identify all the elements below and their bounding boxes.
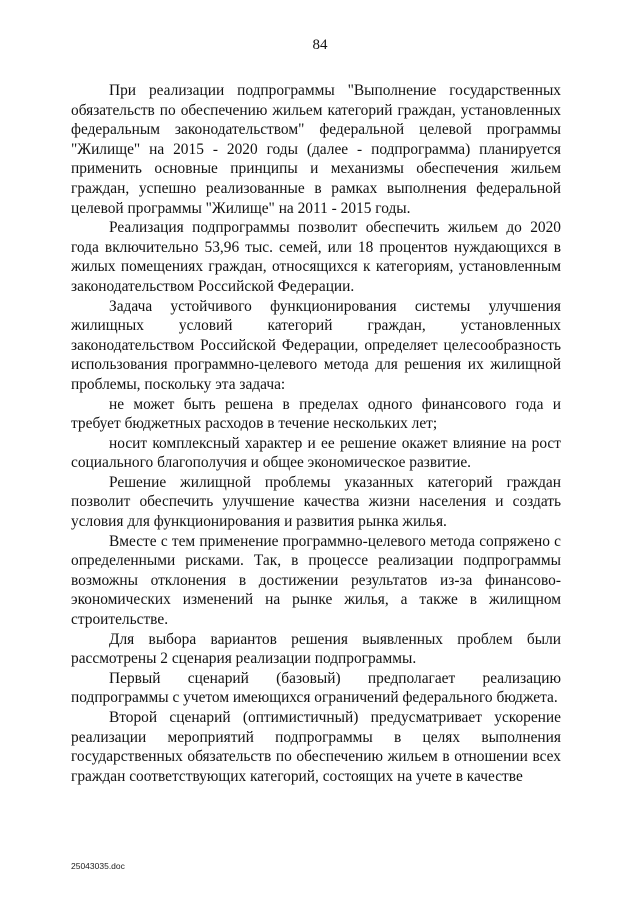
- document-file-code: 25043035.doc: [71, 861, 125, 871]
- paragraph-scenario-optimistic: Второй сценарий (оптимистичный) предусматривает ускорение реализации мероприятий подпрограммы в целях выполнения государственных обязательств по обеспечению жильем в отношении всех граждан соответствующих категорий, состоящих на учете в качестве: [71, 709, 561, 785]
- paragraph-task-definition: Задача устойчивого функционирования системы улучшения жилищных условий категорий граждан, установленных законодательством Российской Федерации, определяет целесообразность использования программно-целевого метода для решения их жилищной проблемы, поскольку эта задача:: [71, 297, 561, 393]
- paragraph-subprogram-intro: При реализации подпрограммы "Выполнение государственных обязательств по обеспечению жильем категорий граждан, установленных федеральным законодательством" федеральной целевой программы "Жилище" на 2015 - 2020 годы (далее - подпрограмма) планируется применить основные принципы и механизмы обеспечения жильем граждан, успешно реализованные в рамках выполнения федеральной целевой программы "Жилище" на 2011 - 2015 годы.: [71, 82, 561, 217]
- paragraph-housing-target: Реализация подпрограммы позволит обеспечить жильем до 2020 года включительно 53,96 тыс. семей, или 18 процентов нуждающихся в жилых помещениях граждан, относящихся к категориям, установленным законодательством Российской Федерации.: [71, 219, 561, 295]
- paragraph-task-reason-1: не может быть решена в пределах одного финансового года и требует бюджетных расходов в течение нескольких лет;: [71, 395, 561, 433]
- paragraph-task-reason-2: носит комплексный характер и ее решение окажет влияние на рост социального благополучия и общее экономическое развитие.: [71, 434, 561, 472]
- paragraph-scenario-base: Первый сценарий (базовый) предполагает реализацию подпрограммы с учетом имеющихся ограничений федерального бюджета.: [71, 669, 561, 707]
- paragraph-risks: Вместе с тем применение программно-целевого метода сопряжено с определенными рисками. Так, в процессе реализации подпрограммы возможны отклонения в достижении результатов из-за финансово-экономических изменений на рынке жилья, а также в жилищном строительстве.: [71, 532, 561, 629]
- paragraph-scenarios: Для выбора вариантов решения выявленных проблем были рассмотрены 2 сценария реализации подпрограммы.: [71, 630, 561, 668]
- paragraph-housing-solution: Решение жилищной проблемы указанных категорий граждан позволит обеспечить улучшение качества жизни населения и создать условия для функционирования и развития рынка жилья.: [71, 473, 561, 531]
- document-body: [71, 81, 561, 786]
- page-number: 84: [312, 37, 328, 53]
